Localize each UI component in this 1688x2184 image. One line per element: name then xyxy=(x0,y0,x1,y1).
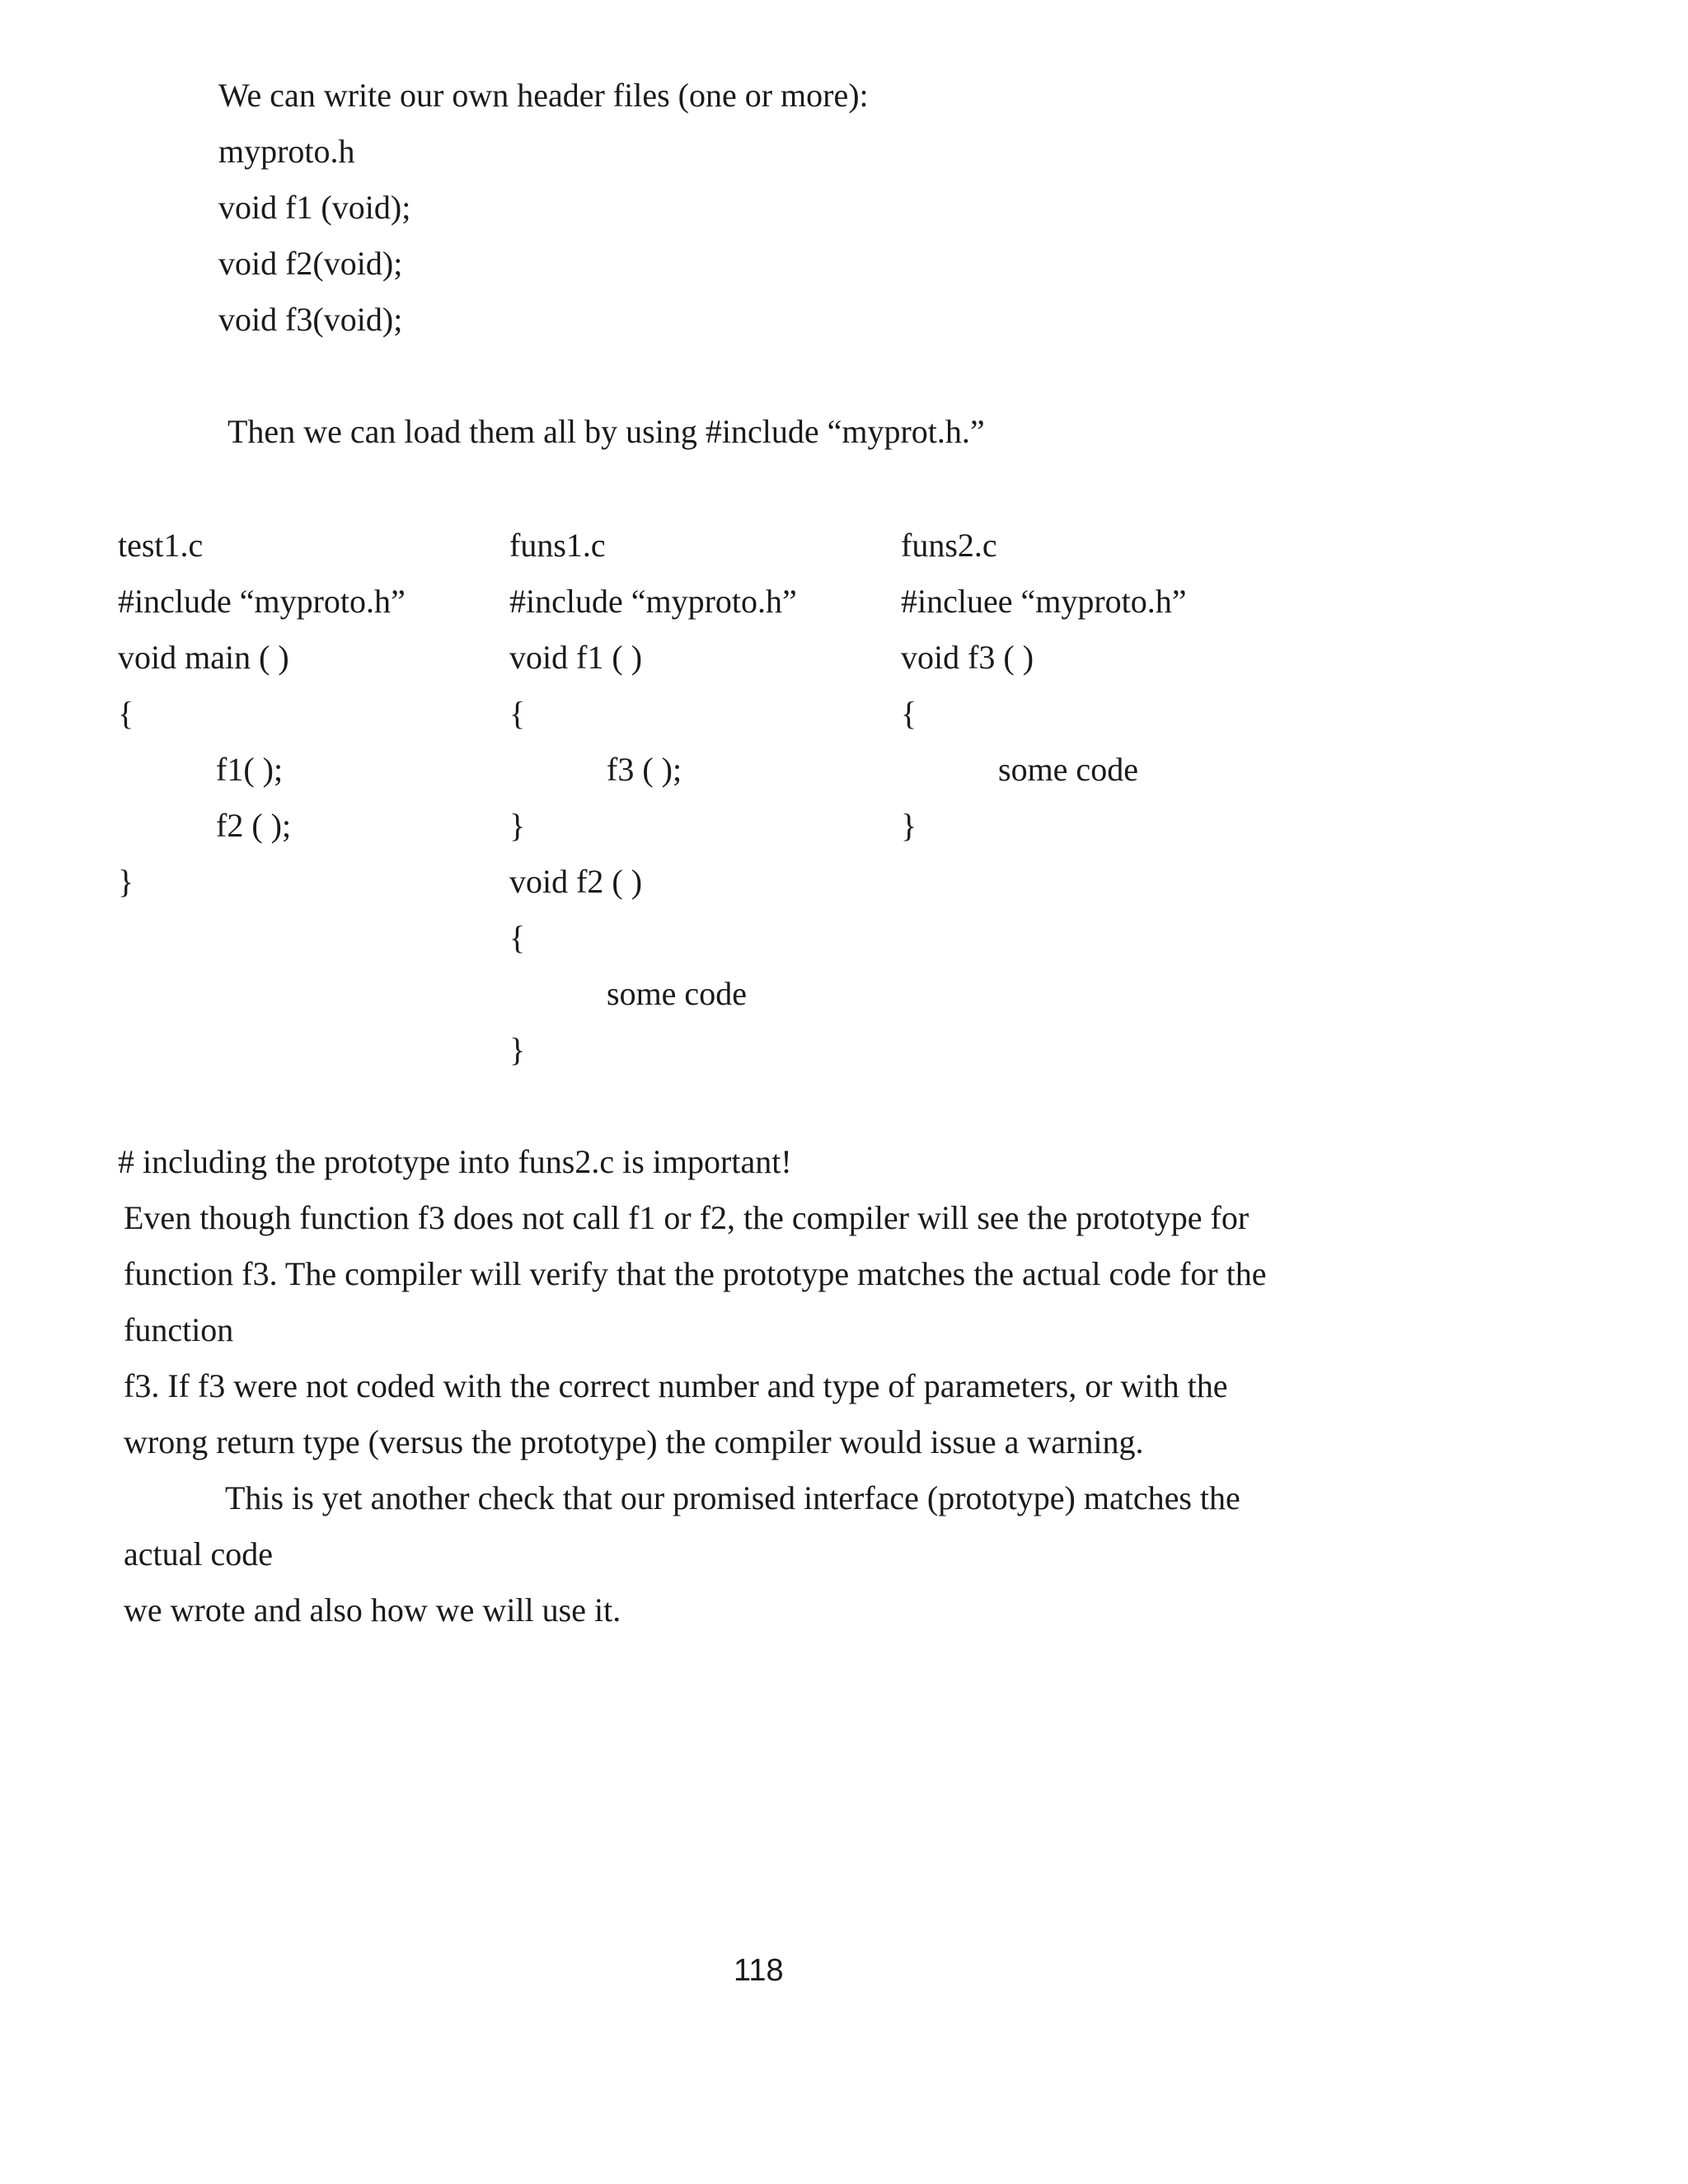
code-line: f3 ( ); xyxy=(607,751,682,788)
code-line: f1( ); xyxy=(216,751,284,788)
file-name-funs1: funs1.c xyxy=(509,527,606,564)
code-line: #include “myproto.h” xyxy=(118,583,406,620)
code-line: some code xyxy=(998,751,1138,788)
explanation-line: we wrote and also how we will use it. xyxy=(124,1591,621,1629)
explanation-line: actual code xyxy=(124,1535,273,1572)
code-line: { xyxy=(509,919,526,956)
code-line: f2 ( ); xyxy=(216,807,292,844)
explanation-line: This is yet another check that our promised interface (prototype) matches the xyxy=(225,1479,1240,1516)
prototype-line: void f2(void); xyxy=(218,245,403,282)
prototype-line: void f3(void); xyxy=(218,301,403,338)
load-note: Then we can load them all by using #include “myprot.h.” xyxy=(227,413,985,450)
explanation-line: function f3. The compiler will verify that the prototype matches the actual code for the xyxy=(124,1255,1267,1292)
page-number: 118 xyxy=(734,1953,784,1988)
file-name-funs2: funs2.c xyxy=(901,527,997,564)
code-line: } xyxy=(901,807,917,844)
explanation-line: wrong return type (versus the prototype) the compiler would issue a warning. xyxy=(124,1423,1144,1460)
prototype-line: void f1 (void); xyxy=(218,189,411,226)
code-line: #incluee “myproto.h” xyxy=(901,583,1187,620)
code-line: { xyxy=(509,695,526,732)
intro-heading: We can write our own header files (one or more): xyxy=(218,77,869,114)
code-line: { xyxy=(118,695,134,732)
code-line: #include “myproto.h” xyxy=(509,583,797,620)
code-line: void f2 ( ) xyxy=(509,863,643,900)
code-line: void f1 ( ) xyxy=(509,639,643,676)
code-line: void main ( ) xyxy=(118,639,289,676)
header-file-name: myproto.h xyxy=(218,133,355,170)
explanation-line: Even though function f3 does not call f1 or f2, the compiler will see the prototype for xyxy=(124,1199,1250,1236)
code-line: void f3 ( ) xyxy=(901,639,1034,676)
code-line: } xyxy=(509,1031,526,1068)
file-name-test1: test1.c xyxy=(118,527,204,564)
explanation-heading: # including the prototype into funs2.c is important! xyxy=(118,1143,792,1180)
explanation-line: function xyxy=(124,1311,234,1348)
code-line: some code xyxy=(607,975,747,1012)
code-line: } xyxy=(509,807,526,844)
code-line: { xyxy=(901,695,917,732)
code-line: } xyxy=(118,863,134,900)
explanation-line: f3. If f3 were not coded with the correct number and type of parameters, or with the xyxy=(124,1367,1228,1404)
